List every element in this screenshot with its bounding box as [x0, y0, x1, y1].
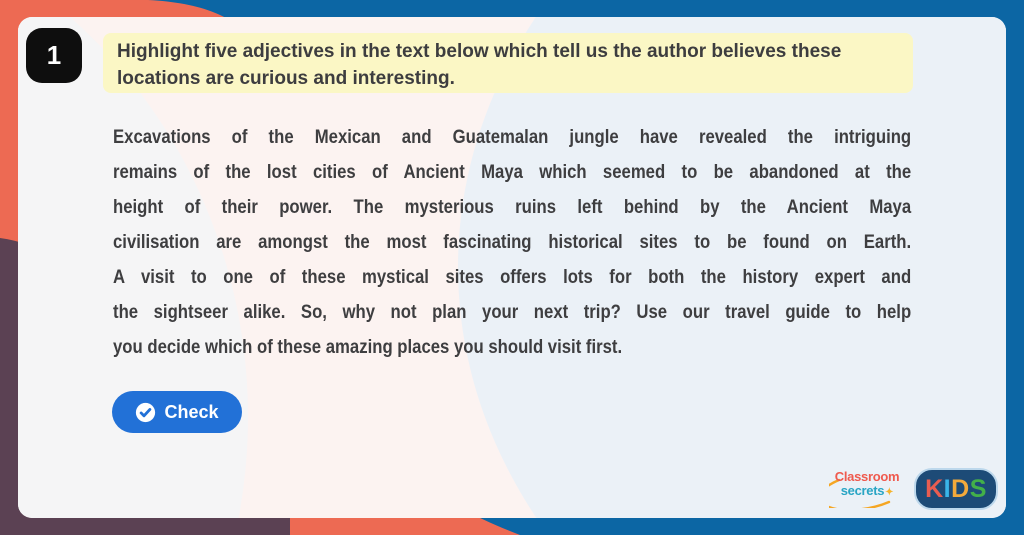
passage-line[interactable]: civilisation are amongst the most fascinating historical sites to be found on Earth. — [113, 232, 912, 253]
passage-line[interactable]: remains of the lost cities of Ancient Maya which seemed to be abandoned at the — [113, 162, 912, 183]
question-card — [18, 17, 1006, 518]
secrets-wordmark: secrets✦ — [840, 483, 894, 498]
branding — [829, 468, 998, 510]
kids-letter-s: S — [969, 474, 987, 503]
passage-line[interactable]: A visit to one of these mystical sites offers lots for both the history expert and — [113, 267, 912, 288]
passage-line[interactable]: the sightseer alike. So, why not plan your next trip? Use our travel guide to help — [113, 302, 912, 323]
question-prompt: Highlight five adjectives in the text below which tell us the author believes these locations are curious and interesting. — [103, 33, 913, 93]
star-icon: ✦ — [885, 487, 894, 498]
check-button-label: Check — [164, 401, 219, 422]
check-button[interactable] — [112, 391, 242, 433]
classroom-wordmark: Classroom — [834, 469, 900, 484]
classroom-secrets-logo — [829, 470, 905, 508]
question-number-badge: 1 — [26, 28, 82, 83]
passage-line[interactable]: Excavations of the Mexican and Guatemalan jungle have revealed the intriguing — [113, 127, 912, 148]
kids-letter-i: I — [943, 474, 952, 503]
kids-letter-k: K — [925, 474, 944, 503]
passage-text[interactable] — [113, 120, 911, 365]
kids-logo — [914, 468, 998, 510]
passage-line[interactable]: height of their power. The mysterious ruins left behind by the Ancient Maya — [113, 197, 912, 218]
check-circle-icon — [135, 402, 156, 423]
kids-letter-d: D — [951, 474, 970, 503]
passage-line[interactable]: you decide which of these amazing places you should visit first. — [113, 337, 623, 358]
